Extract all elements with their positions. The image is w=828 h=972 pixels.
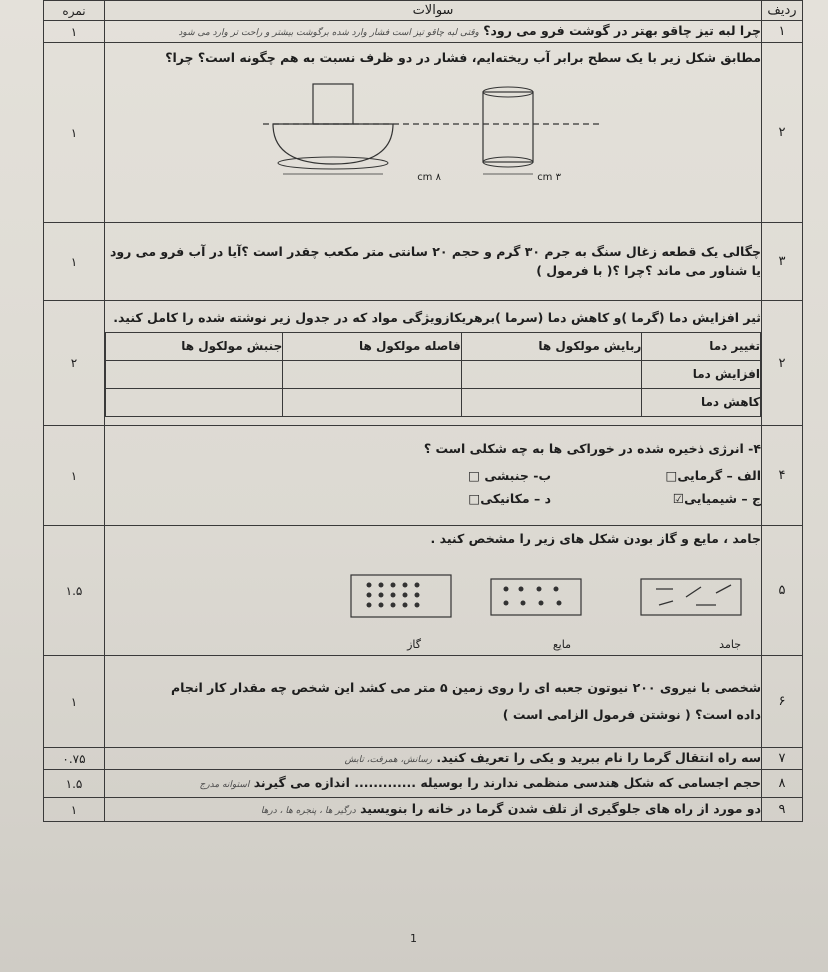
question-row-1: [44, 21, 803, 43]
q1-score: ۱: [44, 21, 105, 43]
temp-row-label: کاهش دما: [642, 388, 761, 416]
q6-answer-liquid: مایع: [552, 637, 571, 651]
q3-text-line1: چگالی یک قطعه زغال سنگ به جرم ۳۰ گرم و حجم ۲۰ سانتی متر مکعب چقدر است ؟آیا در آب فرو می رود: [109, 243, 761, 259]
option-b: ب- جنبشی □: [468, 468, 551, 484]
q8-handwritten-answer: رسانش، همرفت، تابش: [344, 755, 433, 766]
q6-score: ۱.۵: [44, 526, 105, 656]
q10-score: ۱: [44, 798, 105, 822]
temp-table-cell: [283, 388, 461, 416]
q8-text: سه راه انتقال گرما را نام ببرید و یکی را تعریف کنید.: [436, 750, 761, 766]
q7-score: ۱: [44, 656, 105, 748]
q6-number: ۵: [762, 526, 803, 656]
option-a: الف – گرمایی□: [665, 468, 761, 484]
q2-score: ۱: [44, 43, 105, 223]
containers-figure: [253, 74, 613, 184]
temp-table-cell: [106, 360, 283, 388]
question-row-4: [44, 301, 803, 426]
temp-table-header: تغییر دما: [642, 332, 761, 360]
states-of-matter-figure: [341, 565, 761, 635]
q2-label-right: ۳ cm: [537, 171, 561, 183]
temp-table-header: ربایش مولکول ها: [461, 332, 642, 360]
question-row-10: [44, 798, 803, 822]
q10-number: ۹: [762, 798, 803, 822]
question-row-2: [44, 43, 803, 223]
temperature-table: [105, 332, 761, 417]
temp-table-header: فاصله مولکول ها: [283, 332, 461, 360]
header-questions: سوالات: [105, 1, 762, 21]
q1-number: ۱: [762, 21, 803, 43]
question-row-9: [44, 770, 803, 798]
q9-handwritten-answer: استوانه مدرج: [199, 780, 250, 791]
q9-number: ۸: [762, 770, 803, 798]
q2-number: ۲: [762, 43, 803, 223]
question-row-3: [44, 223, 803, 301]
temp-table-cell: [461, 388, 642, 416]
q4-text: ثیر افزایش دما (گرما )و کاهش دما (سرما )برهریکازویژگی مواد که در جدول زیر نوشته شده را کامل کنید.: [113, 310, 761, 326]
q1-cell: [105, 21, 762, 43]
temp-row-label: افزایش دما: [642, 360, 761, 388]
page-number: 1: [410, 932, 417, 945]
q1-handwritten-answer: وقتی لبه چاقو تیز است فشار وارد شده برگوشت بیشتر و راحت تر وارد می شود: [178, 28, 479, 39]
q6-cell: [105, 526, 762, 656]
question-row-8: [44, 748, 803, 770]
temp-table-cell: [283, 360, 461, 388]
q9-text: حجم اجسامی که شکل هندسی منظمی ندارند را بوسیله ............. اندازه می گیرند: [253, 775, 761, 791]
header-row-number: ردیف: [762, 1, 803, 21]
q4-score: ۲: [44, 301, 105, 426]
q2-text: مطابق شکل زیر با یک سطح برابر آب ریخته‌ایم، فشار در دو ظرف نسبت به هم چگونه است؟ چرا؟: [165, 50, 761, 65]
question-row-6: [44, 526, 803, 656]
q3-cell: [105, 223, 762, 301]
q5-number: ۴: [762, 426, 803, 526]
q6-answer-gas: گاز: [407, 637, 421, 651]
q7-text-line1: شخصی با نیروی ۲۰۰ نیوتون جعبه ای را روی زمین ۵ متر می کشد این شخص چه مقدار کار انجام: [170, 679, 761, 695]
q7-text-line2: داده است؟ ( نوشتن فرمول الزامی است ): [502, 706, 761, 722]
q9-score: ۱.۵: [44, 770, 105, 798]
option-d: د – مکانیکی□: [468, 490, 551, 506]
exam-table: [43, 0, 803, 822]
q4-number: ۲: [762, 301, 803, 426]
q10-text: دو مورد از راه های جلوگیری از تلف شدن گرما در خانه را بنویسید: [360, 801, 761, 817]
q3-number: ۳: [762, 223, 803, 301]
q1-text: چرا لبه تیز چاقو بهتر در گوشت فرو می رود؟: [483, 23, 761, 39]
question-row-7: [44, 656, 803, 748]
question-row-5: [44, 426, 803, 526]
q2-label-left: ۸ cm: [417, 171, 441, 183]
q2-cell: [105, 43, 762, 223]
q10-handwritten-answer: درگیر ها ، پنجره ها ، درها: [260, 806, 356, 817]
q5-score: ۱: [44, 426, 105, 526]
header-row: [44, 1, 803, 21]
q6-text: جامد ، مایع و گاز بودن شکل های زیر را مشخص کنید .: [430, 531, 761, 546]
q5-options: [341, 465, 761, 511]
q7-number: ۶: [762, 656, 803, 748]
q3-score: ۱: [44, 223, 105, 301]
q4-cell: [105, 301, 762, 426]
header-score: نمره: [44, 1, 105, 21]
q3-text-line2: یا شناور می ماند ؟چرا ؟( با فرمول ): [536, 262, 761, 278]
option-c: ج – شیمیایی☑: [672, 490, 761, 506]
q8-cell: [105, 748, 762, 770]
q9-cell: [105, 770, 762, 798]
q8-score: ۰.۷۵: [44, 748, 105, 770]
q6-answer-solid: جامد: [719, 637, 741, 651]
q7-cell: [105, 656, 762, 748]
temp-table-header: جنبش مولکول ها: [106, 332, 283, 360]
q5-text: ۴- انرژی ذخیره شده در خوراکی ها به چه شکلی است ؟: [423, 441, 761, 457]
temp-table-cell: [461, 360, 642, 388]
q10-cell: [105, 798, 762, 822]
temp-table-cell: [106, 388, 283, 416]
q5-cell: [105, 426, 762, 526]
q8-number: ۷: [762, 748, 803, 770]
